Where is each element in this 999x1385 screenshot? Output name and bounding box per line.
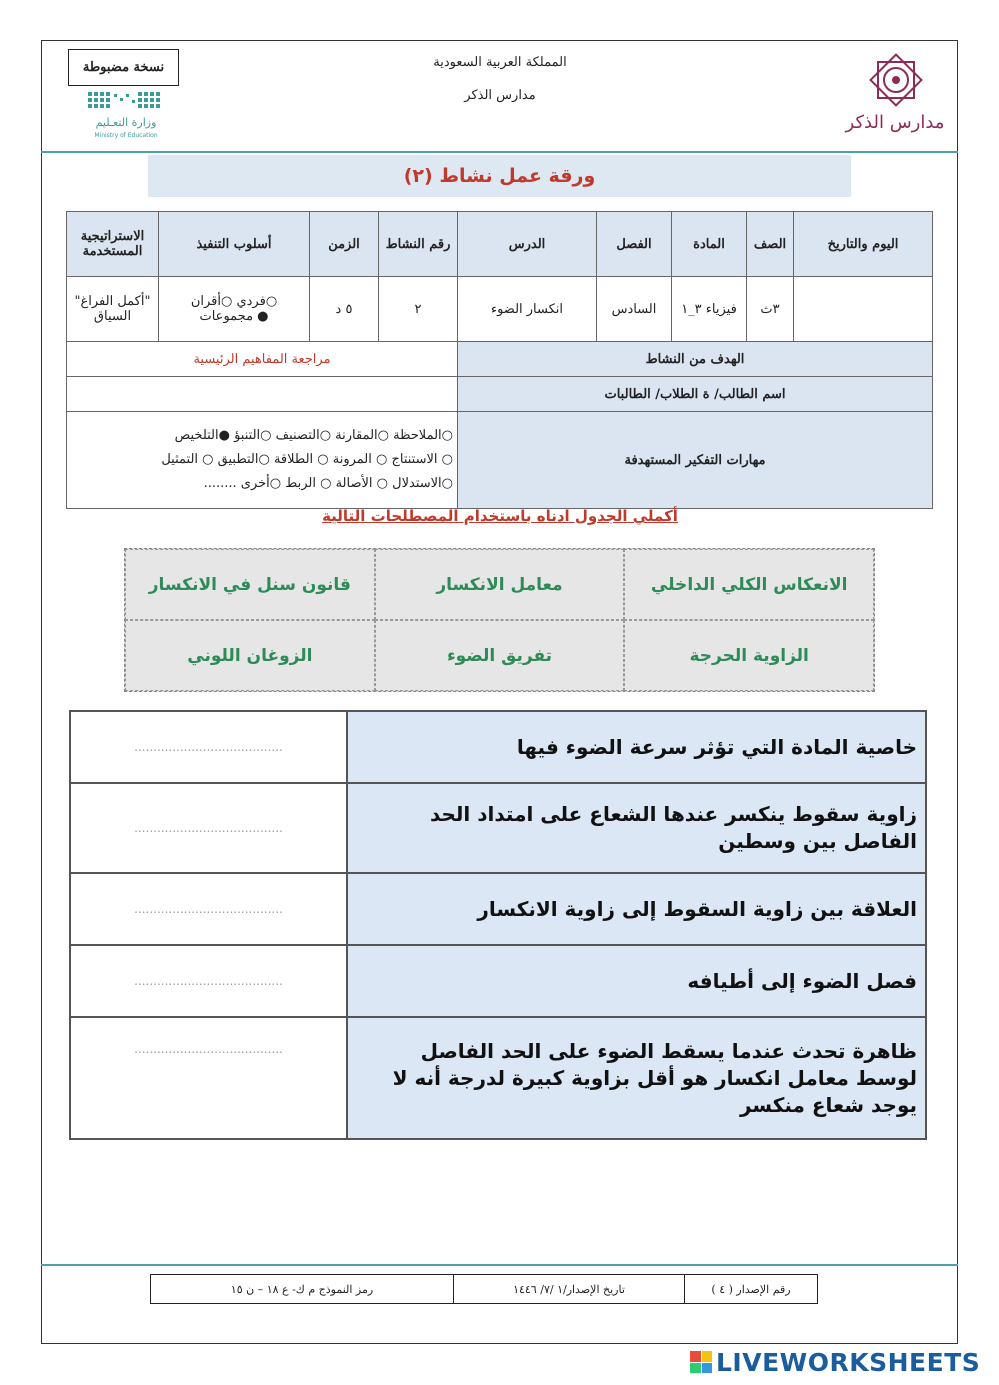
header-grade: الصف: [747, 212, 794, 277]
answer-field[interactable]: .......................................: [70, 873, 347, 945]
header-strategy: الاستراتيجية المستخدمة: [67, 212, 159, 277]
method-line-2: ● مجموعات: [199, 309, 269, 324]
copy-label-box: [68, 49, 179, 86]
term-item[interactable]: معامل الانكسار: [375, 549, 625, 620]
info-header-row: [67, 212, 933, 277]
answer-field[interactable]: .......................................: [70, 783, 347, 873]
liveworksheets-text: LIVEWORKSHEETS: [716, 1347, 981, 1377]
question-text: فصل الضوء إلى أطيافه: [347, 945, 926, 1017]
value-method: [159, 277, 310, 342]
skills-row: [67, 412, 933, 509]
value-chapter: السادس: [597, 277, 672, 342]
value-strategy: [67, 277, 159, 342]
header-time: الزمن: [310, 212, 379, 277]
footer-form-code: رمز النموذج م ك- ع ١٨ – ن ١٥: [151, 1275, 454, 1304]
term-item[interactable]: الزوغان اللوني: [125, 620, 375, 691]
question-row: [70, 1017, 926, 1139]
header-chapter: الفصل: [597, 212, 672, 277]
school-logo-icon: [866, 50, 926, 110]
term-item[interactable]: تفريق الضوء: [375, 620, 625, 691]
instruction: أكملي الجدول ادناه باستخدام المصطلحات التالية: [322, 507, 678, 525]
skills-line-3[interactable]: ○الاستدلال ○ الأصالة ○ الربط ○أخرى ........: [203, 476, 453, 492]
question-row: [70, 873, 926, 945]
term-item[interactable]: الزاوية الحرجة: [624, 620, 874, 691]
goal-label: الهدف من النشاط: [458, 342, 933, 377]
goal-value: مراجعة المفاهيم الرئيسية: [67, 342, 458, 377]
student-label: اسم الطالب/ ة الطلاب/ الطالبات: [458, 377, 933, 412]
footer-version: رقم الإصدار ( ٤ ): [685, 1275, 818, 1304]
strategy-line-2: السياق: [93, 309, 132, 324]
skills-list: [67, 412, 458, 509]
header-date: اليوم والتاريخ: [794, 212, 933, 277]
moe-name-en: Ministry of Education: [94, 132, 158, 139]
footer-issue-date: تاريخ الإصدار/١ /٧/ ١٤٤٦: [454, 1275, 685, 1304]
goal-row: [67, 342, 933, 377]
kingdom-name: المملكة العربية السعودية: [433, 55, 567, 70]
skills-label: مهارات التفكير المستهدفة: [458, 412, 933, 509]
value-time: ٥ د: [310, 277, 379, 342]
question-text: ظاهرة تحدث عندما يسقط الضوء على الحد الفاصل لوسط معامل انكسار هو أقل بزاوية كبيرة لدرجة أنه لا يوجد شعاع منكسر: [347, 1017, 926, 1139]
question-text: زاوية سقوط ينكسر عندها الشعاع على امتداد الحد الفاصل بين وسطين: [347, 783, 926, 873]
value-lesson: انكسار الضوء: [458, 277, 597, 342]
header-subject: المادة: [672, 212, 747, 277]
title-band: [148, 155, 851, 197]
liveworksheets-logo-icon: [690, 1351, 712, 1373]
worksheet-title: ورقة عمل نشاط (٢): [403, 165, 596, 187]
answer-field[interactable]: .......................................: [70, 945, 347, 1017]
answer-field[interactable]: .......................................: [70, 711, 347, 783]
header-lesson: الدرس: [458, 212, 597, 277]
question-row: [70, 945, 926, 1017]
value-activity-no: ٢: [379, 277, 458, 342]
header-method: أسلوب التنفيذ: [159, 212, 310, 277]
method-line-1: ○فردي ○أقران: [190, 294, 278, 309]
question-text: خاصية المادة التي تؤثر سرعة الضوء فيها: [347, 711, 926, 783]
header-activity-no: رقم النشاط: [379, 212, 458, 277]
value-grade: ٣ث: [747, 277, 794, 342]
value-date[interactable]: [794, 277, 933, 342]
question-row: [70, 783, 926, 873]
question-row: [70, 711, 926, 783]
header-divider: [41, 151, 958, 153]
school-name: مدارس الذكر: [464, 88, 536, 103]
answer-field[interactable]: .......................................: [70, 1017, 347, 1139]
moe-logo-icon: [86, 90, 162, 110]
skills-line-1[interactable]: ○الملاحظة ○المقارنة ○التصنيف ○التنبؤ ●التلخيص: [174, 427, 453, 443]
footer-table: [150, 1274, 818, 1304]
term-item[interactable]: قانون سنل في الانكسار: [125, 549, 375, 620]
info-table: [66, 211, 933, 509]
footer-divider: [41, 1264, 958, 1266]
liveworksheets-brand: [690, 1346, 990, 1378]
skills-line-2[interactable]: ○ الاستنتاج ○ المرونة ○ الطلاقة ○التطبيق ○ التمثيل: [161, 451, 453, 467]
question-text: العلاقة بين زاوية السقوط إلى زاوية الانكسار: [347, 873, 926, 945]
moe-name-ar: وزارة التعـليم: [95, 116, 157, 129]
strategy-line-1: "أكمل الفراغ": [74, 294, 151, 309]
terms-bank: [124, 548, 875, 692]
school-logo-text: مدارس الذكر: [845, 112, 945, 133]
questions-table: [69, 710, 927, 1140]
copy-label: نسخة مضبوطة: [82, 60, 165, 75]
student-row: [67, 377, 933, 412]
term-item[interactable]: الانعكاس الكلي الداخلي: [624, 549, 874, 620]
value-subject: فيزياء ٣_١: [672, 277, 747, 342]
info-values-row: [67, 277, 933, 342]
student-value[interactable]: [67, 377, 458, 412]
